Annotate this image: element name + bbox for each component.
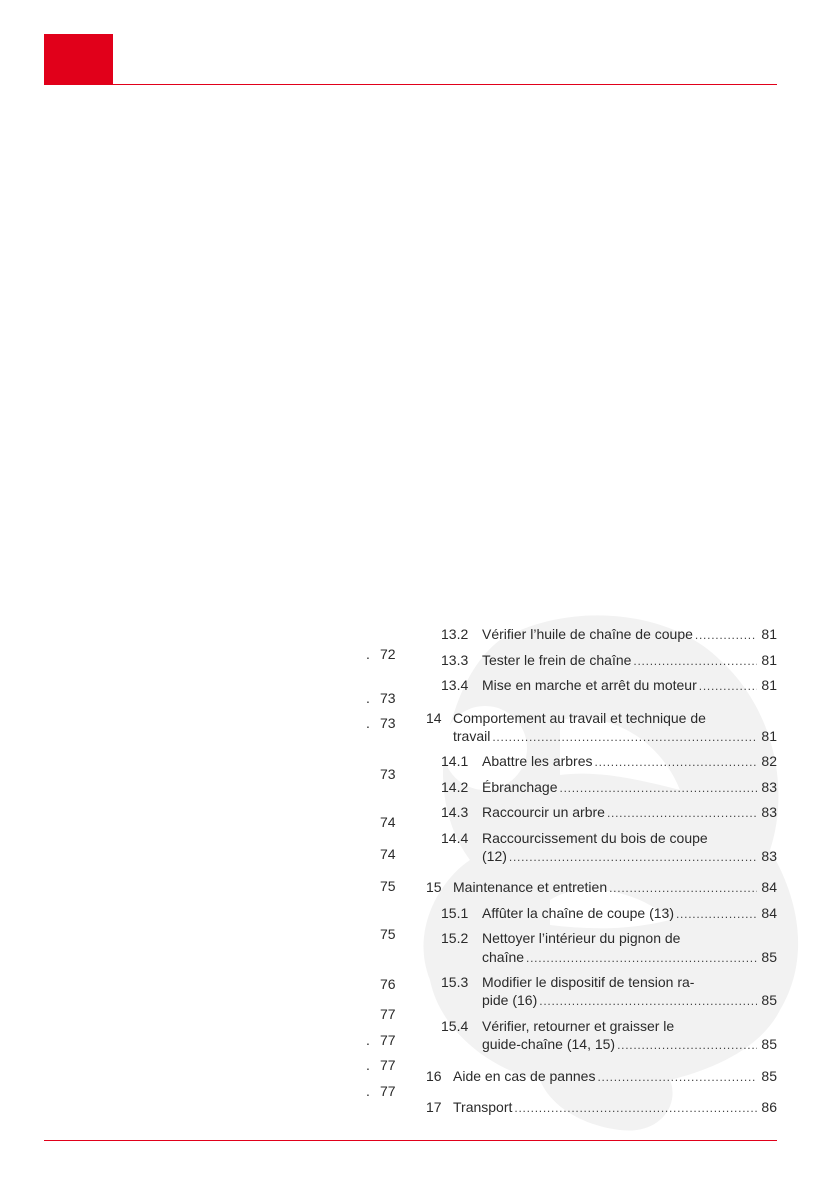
left-page-number: 76: [380, 976, 396, 992]
left-page-number: 74: [380, 846, 396, 862]
left-page-number: . 77: [366, 1057, 396, 1073]
left-page-number: 77: [380, 1006, 396, 1022]
toc-entry-15-2-line2[interactable]: chaîne . . . 85: [482, 948, 777, 968]
toc-entry-15-3-line2[interactable]: pide (16) . . . 85: [482, 991, 777, 1011]
left-page-number: 73: [380, 766, 396, 782]
left-page-number: 75: [380, 926, 396, 942]
toc-entry-15-2-line1[interactable]: 15.2 Nettoyer l’intérieur du pignon de: [441, 930, 681, 946]
left-page-number: . 72: [366, 646, 396, 662]
chapter-color-tab: [44, 34, 113, 85]
toc-entry-15-4-line2[interactable]: guide-chaîne (14, 15) . . . 85: [482, 1035, 777, 1055]
toc-entry-15-4-line1[interactable]: 15.4 Vérifier, retourner et graisser le: [441, 1018, 675, 1034]
toc-entry-14-line2[interactable]: travail . . . 81: [453, 727, 777, 747]
table-of-contents: [426, 0, 777, 1191]
footer-rule: [44, 1140, 777, 1141]
toc-entry-15[interactable]: 15 Maintenance et entretien . . . 84: [426, 878, 777, 898]
toc-entry-13-3[interactable]: 13.3 Tester le frein de chaîne . . . 81: [441, 651, 777, 671]
left-page-number: . 77: [366, 1083, 396, 1099]
toc-entry-14-2[interactable]: 14.2 Ébranchage . . . 83: [441, 778, 777, 798]
toc-entry-14-1[interactable]: 14.1 Abattre les arbres . . . 82: [441, 752, 777, 772]
left-page-number: 75: [380, 878, 396, 894]
toc-entry-15-3-line1[interactable]: 15.3 Modifier le dispositif de tension ra-: [441, 974, 695, 990]
toc-entry-15-1[interactable]: 15.1 Affûter la chaîne de coupe (13) . . . 84: [441, 904, 777, 924]
left-page-number: . 73: [366, 715, 396, 731]
toc-entry-14-4-line2[interactable]: (12) . . . 83: [482, 847, 777, 867]
toc-entry-14-3[interactable]: 14.3 Raccourcir un arbre . . . 83: [441, 803, 777, 823]
left-page-number: 74: [380, 814, 396, 830]
left-page-number: . 77: [366, 1032, 396, 1048]
toc-entry-13-2[interactable]: 13.2 Vérifier l’huile de chaîne de coupe . . . 81: [441, 625, 777, 645]
toc-entry-17[interactable]: 17 Transport . . . 86: [426, 1098, 777, 1118]
toc-entry-14-4-line1[interactable]: 14.4 Raccourcissement du bois de coupe: [441, 830, 708, 846]
toc-entry-14-line1[interactable]: 14 Comportement au travail et technique de: [426, 710, 706, 726]
left-page-number: . 73: [366, 690, 396, 706]
toc-entry-16[interactable]: 16 Aide en cas de pannes . . . 85: [426, 1067, 777, 1087]
toc-entry-13-4[interactable]: 13.4 Mise en marche et arrêt du moteur . . . 81: [441, 676, 777, 696]
